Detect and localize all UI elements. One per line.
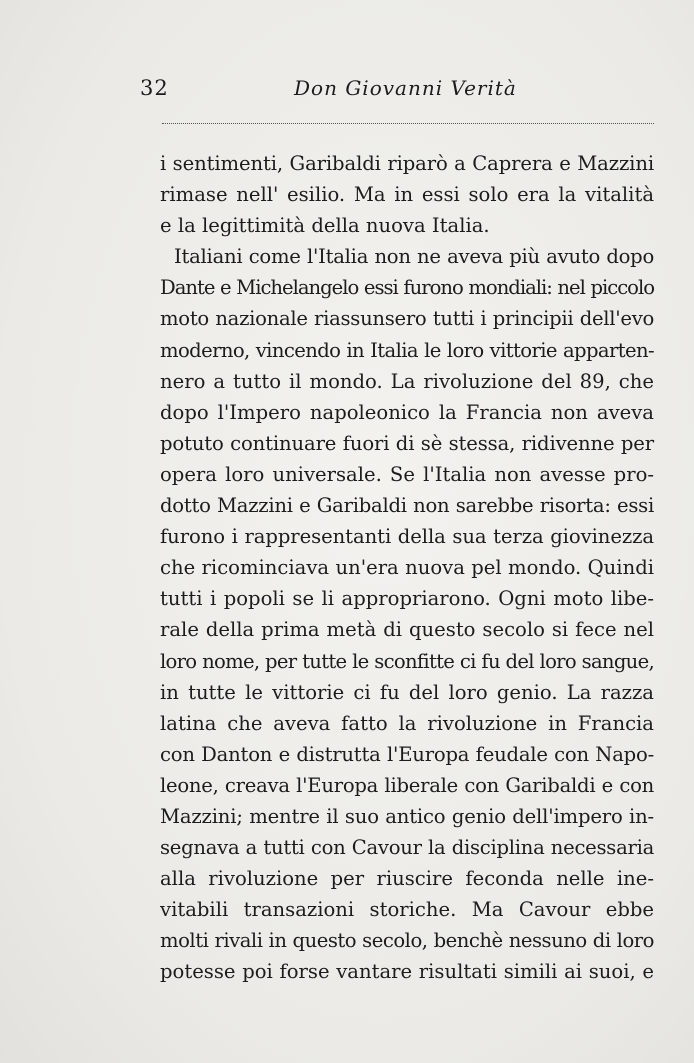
text-line: moderno, vincendo in Italia le loro vittorie apparten-	[160, 338, 654, 362]
text-line: opera loro universale. Se l'Italia non avesse pro-	[160, 462, 654, 486]
text-line: leone, creava l'Europa liberale con Garibaldi e con	[160, 773, 654, 797]
text-line: rimase nell' esilio. Ma in essi solo era la vitalità	[160, 183, 654, 207]
text-line: rale della prima metà di questo secolo si fece nel	[160, 618, 654, 642]
text-line: latina che aveva fatto la rivoluzione in Francia	[160, 711, 654, 735]
page-number: 32	[140, 76, 169, 100]
text-line: con Danton e distrutta l'Europa feudale con Napo-	[160, 742, 654, 766]
text-line: tutti i popoli se li appropriarono. Ogni moto libe-	[160, 587, 654, 611]
text-line: dotto Mazzini e Garibaldi non sarebbe risorta: essi	[160, 494, 654, 518]
text-line: molti rivali in questo secolo, benchè nessuno di loro	[160, 929, 654, 953]
text-line: i sentimenti, Garibaldi riparò a Caprera e Mazzini	[160, 152, 654, 175]
body-text	[160, 148, 654, 988]
text-line: furono i rappresentanti della sua terza giovinezza	[160, 525, 654, 549]
text-line: vitabili transazioni storiche. Ma Cavour ebbe	[160, 898, 654, 922]
text-line: potesse poi forse vantare risultati simili ai suoi, e	[160, 960, 654, 984]
text-line: Dante e Michelangelo essi furono mondiali: nel piccolo	[160, 276, 654, 300]
text-line: moto nazionale riassunsero tutti i principii dell'evo	[160, 307, 654, 331]
header-rule	[162, 123, 654, 124]
text-line: alla rivoluzione per riuscire feconda nelle ine-	[160, 867, 654, 891]
text-line: Italiani come l'Italia non ne aveva più avuto dopo	[174, 245, 654, 269]
text-line: in tutte le vittorie ci fu del loro genio. La razza	[160, 680, 654, 704]
text-line: segnava a tutti con Cavour la disciplina necessaria	[160, 836, 654, 860]
text-line: che ricominciava un'era nuova pel mondo. Quindi	[160, 556, 654, 580]
text-line: potuto continuare fuori di sè stessa, ridivenne per	[160, 431, 654, 455]
page-header	[140, 74, 654, 108]
running-title: Don Giovanni Verità	[294, 76, 517, 100]
text-line: dopo l'Impero napoleonico la Francia non aveva	[160, 400, 654, 424]
text-line: e la legittimità della nuova Italia.	[160, 214, 490, 238]
text-line: nero a tutto il mondo. La rivoluzione del 89, che	[160, 369, 654, 393]
text-line: loro nome, per tutte le sconfitte ci fu del loro sangue,	[160, 649, 654, 673]
text-line: Mazzini; mentre il suo antico genio dell'impero in-	[160, 804, 654, 828]
